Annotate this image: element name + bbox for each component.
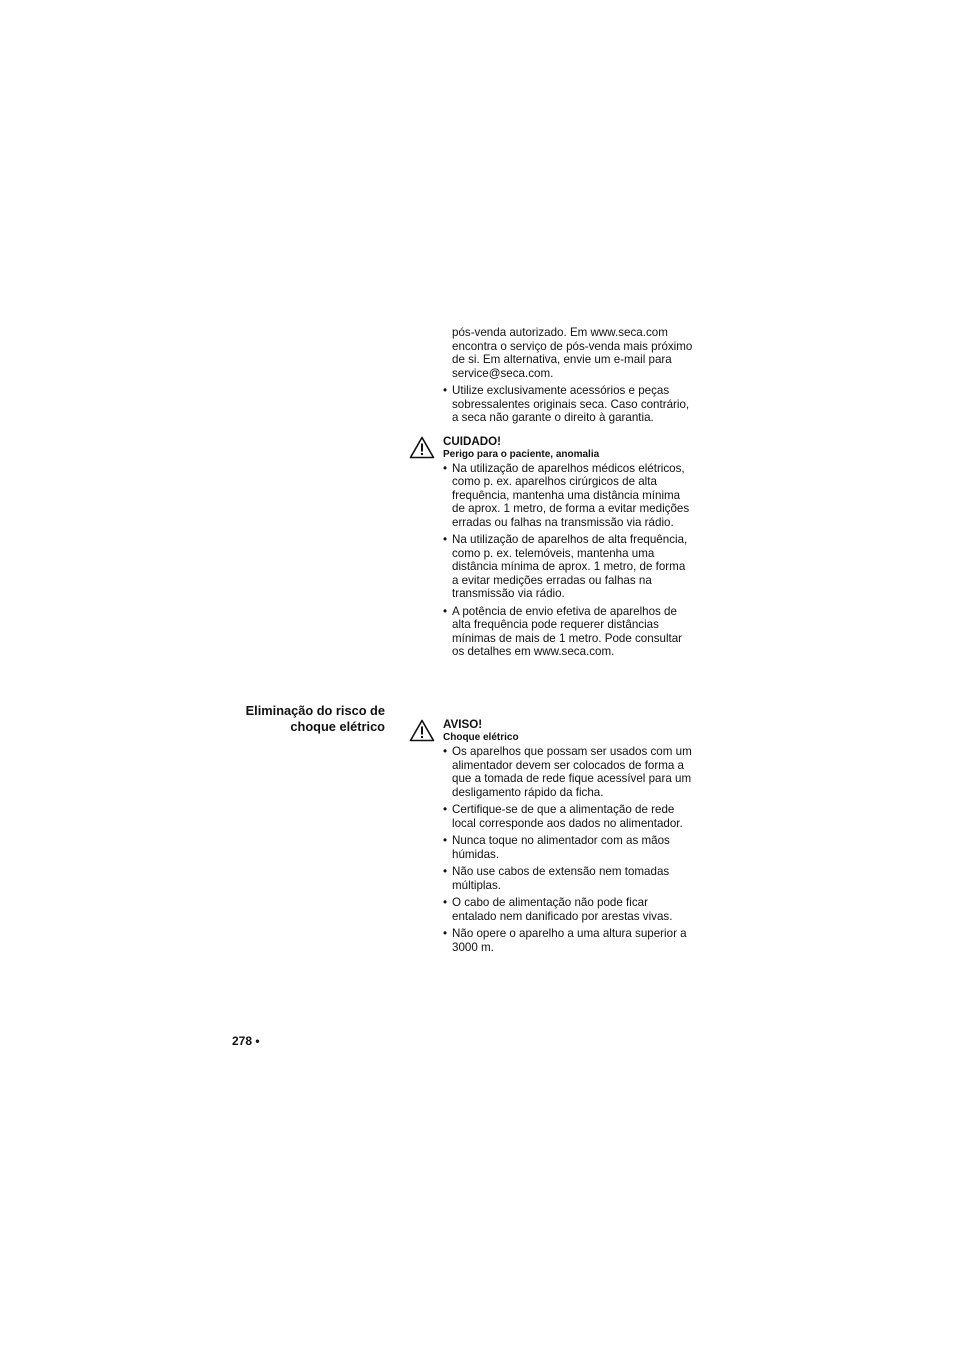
list-item: • Na utilização de aparelhos médicos elétricos, como p. ex. aparelhos cirúrgicos de alta frequência, mantenha uma distância mínima de aprox. 1 metro, de forma a evitar medições erradas ou falhas na transmissão via rádio. — [443, 462, 693, 530]
caution-block — [443, 435, 693, 659]
list-item: • O cabo de alimentação não pode ficar entalado nem danificado por arestas vivas. — [443, 896, 693, 923]
warning-bullet-list — [443, 745, 693, 954]
caution-title: CUIDADO! — [443, 434, 501, 448]
section-heading: Eliminação do risco de choque elétrico — [245, 703, 385, 734]
list-item: • Nunca toque no alimentador com as mãos húmidas. — [443, 834, 693, 861]
list-item: • Utilize exclusivamente acessórios e peças sobressalentes originais seca. Caso contrário, a seca não garante o direito à garantia. — [443, 384, 693, 425]
warning-title: AVISO! — [443, 718, 483, 731]
list-item: • Os aparelhos que possam ser usados com um alimentador devem ser colocados de forma a que a tomada de rede fique acessível para um desligamento rápido da ficha. — [443, 745, 693, 799]
list-item: • Na utilização de aparelhos de alta frequência, como p. ex. telemóveis, mantenha uma distância mínima de aprox. 1 metro, de forma a evitar medições erradas ou falhas na transmissão via rádio. — [443, 533, 693, 601]
warning-subtitle: Choque elétrico — [443, 732, 519, 743]
caution-subtitle: Perigo para o paciente, anomalia — [443, 448, 600, 460]
list-item: • A potência de envio efetiva de aparelhos de alta frequência pode requerer distâncias mínimas de mais de 1 metro. Pode consultar os detalhes em www.seca.com. — [443, 605, 693, 659]
list-item: • Certifique-se de que a alimentação de rede local corresponde aos dados no alimentador. — [443, 803, 693, 830]
warning-triangle-icon — [409, 719, 435, 742]
warning-triangle-icon — [409, 436, 435, 459]
intro-bullet-list — [443, 384, 693, 425]
main-content — [443, 326, 693, 663]
caution-bullet-list — [443, 462, 693, 659]
warning-block — [443, 718, 693, 958]
service-continuation-text: pós-venda autorizado. Em www.seca.com encontra o serviço de pós-venda mais próximo de si. Em alternativa, envie um e-mail para service@seca.com. — [452, 326, 693, 380]
page-number: 278 • — [232, 1034, 260, 1048]
list-item: • Não use cabos de extensão nem tomadas múltiplas. — [443, 865, 693, 892]
list-item: • Não opere o aparelho a uma altura superior a 3000 m. — [443, 927, 693, 954]
